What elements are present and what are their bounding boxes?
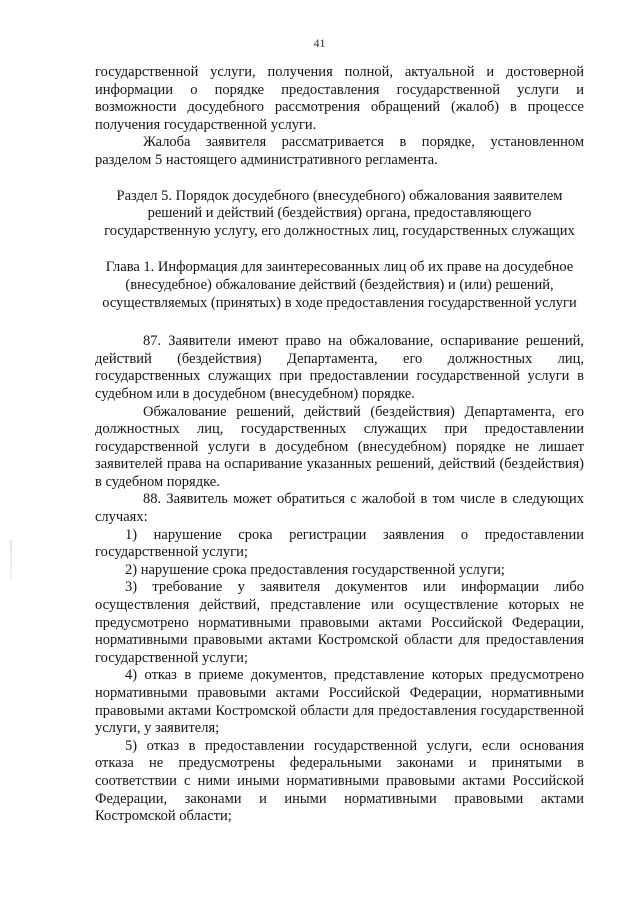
scan-artifact <box>10 540 12 580</box>
document-body <box>95 64 584 826</box>
page-number: 41 <box>313 36 326 50</box>
list-item-5: 5) отказ в предоставлении государственной услуги, если основания отказа не предусмотрены федеральными законами и принятыми в соответствии с ними иными нормативными правовыми актами Российской Федерации, законами и иными нормативными правовыми актами Костромской области; <box>95 737 584 825</box>
paragraph-87: 87. Заявители имеют право на обжалование, оспаривание решений, действий (бездействия) Департамента, его должностных лиц, государственных служащих при предоставлении государственной услуги в судебном или в досудебном (внесудебном) порядке. <box>95 333 584 402</box>
list-item-2: 2) нарушение срока предоставления государственной услуги; <box>125 561 505 578</box>
list-item-1: 1) нарушение срока регистрации заявления о предоставлении государственной услуги; <box>95 526 584 561</box>
paragraph-complaint: Жалоба заявителя рассматривается в порядке, установленном разделом 5 настоящего административного регламента. <box>95 134 584 168</box>
list-item-4: 4) отказ в приеме документов, представление которых предусмотрено нормативными правовыми актами Российской Федерации, нормативными правовыми актами Костромской области для предоставления государственной услуги, у заявителя; <box>95 667 584 737</box>
paragraph-appeal: Обжалование решений, действий (бездействия) Департамента, его должностных лиц, государственных служащих при предоставлении государственной услуги в досудебном (внесудебном) порядке не лишает заявителей права на оспаривание указанных решений, действий (бездействия) в судебном порядке. <box>95 403 584 490</box>
paragraph-88: 88. Заявитель может обратиться с жалобой в том числе в следующих случаях: <box>95 491 584 526</box>
section-heading: Раздел 5. Порядок досудебного (внесудебного) обжалования заявителем решений и действий (бездействия) органа, предоставляющего государственную услугу, его должностных лиц, государственных служащих <box>104 187 575 239</box>
paragraph-continuation: государственной услуги, получения полной, актуальной и достоверной информации о порядке предоставления государственной услуги и возможности досудебного рассмотрения обращений (жалоб) в процессе получения государственной услуги. <box>95 64 584 133</box>
list-item-3: 3) требование у заявителя документов или информации либо осуществления действий, представление или осуществление которых не предусмотрено нормативными правовыми актами Российской Федерации, нормативными правовыми актами Костромской области для предоставления государственной услуги; <box>95 579 584 666</box>
chapter-heading: Глава 1. Информация для заинтересованных лиц об их праве на досудебное (внесудебное) обжалование действий (бездействия) и (или) решений, осуществляемых (принятых) в ходе предоставления государственной услуги <box>102 259 577 311</box>
